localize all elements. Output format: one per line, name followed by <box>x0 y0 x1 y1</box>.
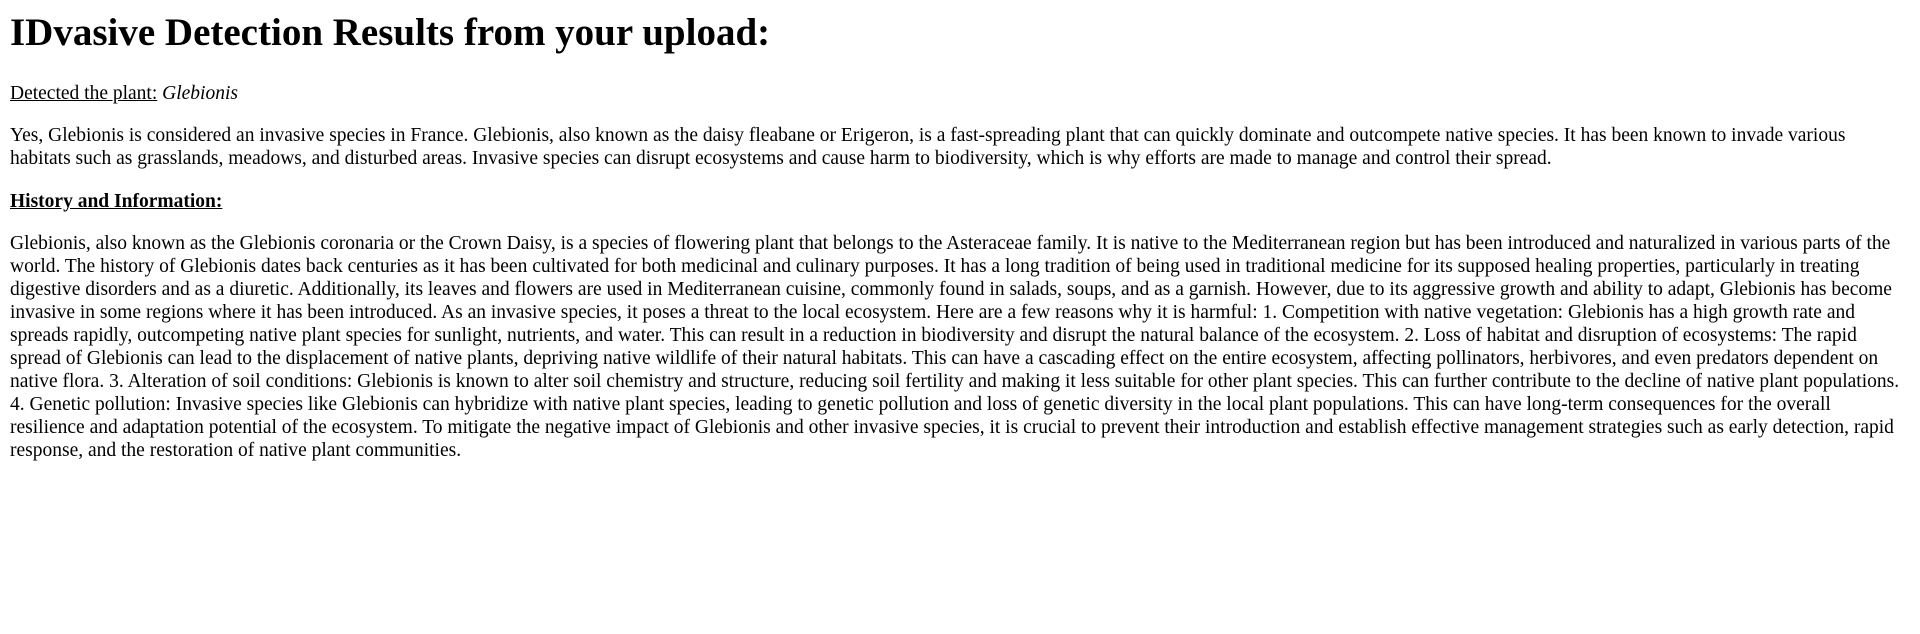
history-paragraph: Glebionis, also known as the Glebionis coronaria or the Crown Daisy, is a species of flowering plant that belongs to the Asteraceae family. It is native to the Mediterranean region but has been introduced and naturalized in various parts of the world. The history of Glebionis dates back centuries as it has been cultivated for both medicinal and culinary purposes. It has a long tradition of being used in traditional medicine for its supposed healing properties, particularly in treating digestive disorders and as a diuretic. Additionally, its leaves and flowers are used in Mediterranean cuisine, commonly found in salads, soups, and as a garnish. However, due to its aggressive growth and ability to adapt, Glebionis has become invasive in some regions where it has been introduced. As an invasive species, it poses a threat to the local ecosystem. Here are a few reasons why it is harmful: 1. Competition with native vegetation: Glebionis has a high growth rate and spreads rapidly, outcompeting native plant species for sunlight, nutrients, and water. This can result in a reduction in biodiversity and disrupt the natural balance of the ecosystem. 2. Loss of habitat and disruption of ecosystems: The rapid spread of Glebionis can lead to the displacement of native plants, depriving native wildlife of their natural habitats. This can have a cascading effect on the entire ecosystem, affecting pollinators, herbivores, and even predators dependent on native flora. 3. Alteration of soil conditions: Glebionis is known to alter soil chemistry and structure, reducing soil fertility and making it less suitable for other plant species. This can further contribute to the decline of native plant populations. 4. Genetic pollution: Invasive species like Glebionis can hybridize with native plant species, leading to genetic pollution and loss of genetic diversity in the local plant populations. This can have long-term consequences for the overall resilience and adaptation potential of the ecosystem. To mitigate the negative impact of Glebionis and other invasive species, it is crucial to prevent their introduction and establish effective management strategies such as early detection, rapid response, and the restoration of native plant communities. <box>10 233 1900 461</box>
page-title: IDvasive Detection Results from your upload: <box>10 11 771 54</box>
history-heading: History and Information: <box>10 191 223 212</box>
detected-plant-name: Glebionis <box>162 83 238 104</box>
detected-plant-label: Detected the plant: <box>10 83 158 104</box>
invasive-summary-paragraph: Yes, Glebionis is considered an invasive species in France. Glebionis, also known as the daisy fleabane or Erigeron, is a fast-spreading plant that can quickly dominate and outcompete native species. It has been known to invade various habitats such as grasslands, meadows, and disturbed areas. Invasive species can disrupt ecosystems and cause harm to biodiversity, which is why efforts are made to manage and control their spread. <box>10 125 1846 169</box>
detected-plant-line <box>10 82 1905 105</box>
results-page <box>0 8 1905 462</box>
